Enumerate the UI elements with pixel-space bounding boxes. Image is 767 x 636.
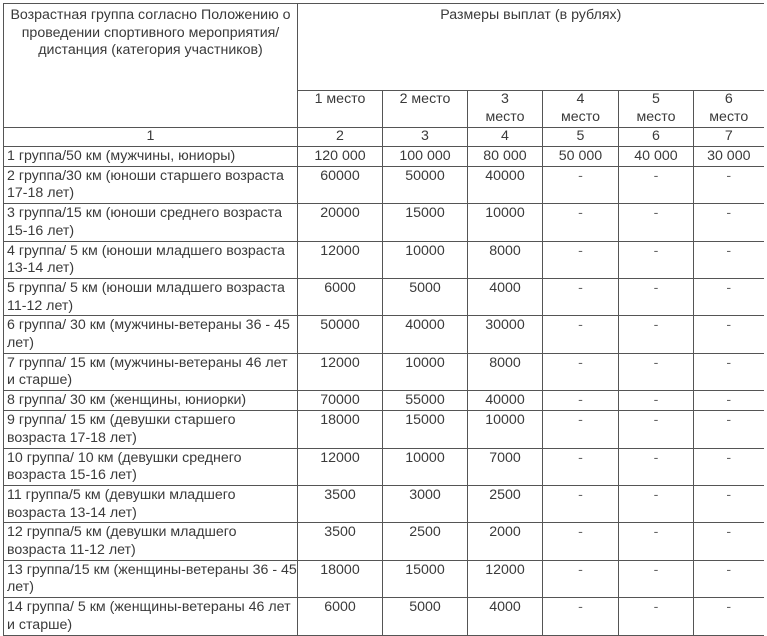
category-cell: 5 группа/ 5 км (юноши младшего возраста 11-12 лет) [4,278,298,315]
payout-cell-place-5: - [619,523,694,560]
payout-cell-place-4: - [543,598,619,635]
payout-cell-place-5: - [619,448,694,485]
category-cell: 4 группа/ 5 км (юноши младшего возраста 13-14 лет) [4,241,298,278]
category-cell: 10 группа/ 10 км (девушки среднего возраста 15-16 лет) [4,448,298,485]
payout-cell-place-6: - [694,411,764,448]
payout-cell-place-1: 70000 [298,391,383,411]
payout-cell-place-2: 50000 [383,166,468,203]
payout-cell-place-5: 40 000 [619,146,694,166]
category-cell: 3 группа/15 км (юноши среднего возраста 15-16 лет) [4,204,298,241]
payout-cell-place-2: 10000 [383,353,468,390]
payout-cell-place-2: 5000 [383,598,468,635]
place-label: 6 место [709,91,749,125]
payout-cell-place-5: - [619,560,694,597]
column-number: 4 [468,128,543,147]
payout-cell-place-6: 30 000 [694,146,764,166]
payout-cell-place-6: - [694,278,764,315]
payout-cell-place-6: - [694,598,764,635]
payout-cell-place-2: 10000 [383,448,468,485]
payout-cell-place-4: - [543,241,619,278]
payout-cell-place-4: - [543,391,619,411]
category-cell: 7 группа/ 15 км (мужчины-ветераны 46 лет и старше) [4,353,298,390]
payout-cell-place-6: - [694,448,764,485]
category-cell: 6 группа/ 30 км (мужчины-ветераны 36 - 45 лет) [4,316,298,353]
payout-cell-place-3: 80 000 [468,146,543,166]
payout-cell-place-5: - [619,278,694,315]
place-label: 2 место [399,91,451,107]
payout-cell-place-4: - [543,316,619,353]
payout-cell-place-1: 6000 [298,278,383,315]
payout-cell-place-4: 50 000 [543,146,619,166]
place-header-5 [619,91,694,128]
table-row [4,204,764,241]
payout-cell-place-6: - [694,241,764,278]
payout-cell-place-2: 10000 [383,241,468,278]
table-row [4,316,764,353]
payout-cell-place-5: - [619,241,694,278]
payout-cell-place-2: 55000 [383,391,468,411]
payout-cell-place-4: - [543,523,619,560]
payout-cell-place-5: - [619,598,694,635]
payout-cell-place-4: - [543,353,619,390]
payout-cell-place-2: 100 000 [383,146,468,166]
table-row [4,278,764,315]
payout-cell-place-4: - [543,278,619,315]
table-row [4,485,764,522]
table-row [4,353,764,390]
payout-cell-place-2: 5000 [383,278,468,315]
payout-cell-place-5: - [619,316,694,353]
payout-cell-place-1: 120 000 [298,146,383,166]
place-label: 1 место [314,91,366,107]
place-label: 3 место [485,91,525,125]
column-number: 7 [694,128,764,147]
table-row [4,391,764,411]
prize-payout-table [3,3,764,636]
category-header-text: Возрастная группа согласно Положению о проведении спортивного мероприятия/дистанция (категория участников) [10,7,291,59]
payout-cell-place-3: 30000 [468,316,543,353]
category-cell: 14 группа/ 5 км (женщины-ветераны 46 лет и старше) [4,598,298,635]
payout-cell-place-2: 15000 [383,204,468,241]
payout-cell-place-1: 3500 [298,485,383,522]
column-number: 5 [543,128,619,147]
column-number: 1 [4,128,298,147]
payout-cell-place-2: 40000 [383,316,468,353]
place-label: 4 место [561,91,600,125]
payout-cell-place-6: - [694,391,764,411]
table-row [4,598,764,635]
payout-cell-place-1: 3500 [298,523,383,560]
payout-cell-place-6: - [694,523,764,560]
place-header-1 [298,91,383,128]
category-cell: 1 группа/50 км (мужчины, юниоры) [4,146,298,166]
payouts-header-text: Размеры выплат (в рублях) [440,7,622,23]
column-number: 2 [298,128,383,147]
place-header-6 [694,91,764,128]
payout-cell-place-3: 40000 [468,166,543,203]
payout-cell-place-2: 2500 [383,523,468,560]
payout-cell-place-1: 20000 [298,204,383,241]
column-numbers-row [4,128,764,147]
category-cell: 11 группа/5 км (девушки младшего возраста 13-14 лет) [4,485,298,522]
table-row [4,146,764,166]
payout-cell-place-3: 8000 [468,353,543,390]
payout-cell-place-5: - [619,166,694,203]
table-row [4,241,764,278]
payout-cell-place-1: 60000 [298,166,383,203]
payout-cell-place-3: 8000 [468,241,543,278]
payout-cell-place-1: 12000 [298,353,383,390]
table-row [4,523,764,560]
place-header-3 [468,91,543,128]
table-row [4,448,764,485]
category-cell: 13 группа/15 км (женщины-ветераны 36 - 45 лет) [4,560,298,597]
payout-cell-place-4: - [543,166,619,203]
payout-cell-place-5: - [619,485,694,522]
payout-cell-place-4: - [543,204,619,241]
table-row [4,166,764,203]
payout-cell-place-5: - [619,204,694,241]
payout-cell-place-3: 10000 [468,204,543,241]
payout-cell-place-4: - [543,485,619,522]
payout-cell-place-1: 12000 [298,241,383,278]
payout-cell-place-5: - [619,391,694,411]
payout-cell-place-2: 15000 [383,411,468,448]
place-label: 5 место [636,91,676,125]
category-cell: 9 группа/ 15 км (девушки старшего возраста 17-18 лет) [4,411,298,448]
category-column-header [4,4,298,128]
table-row [4,411,764,448]
payout-cell-place-2: 15000 [383,560,468,597]
payout-cell-place-6: - [694,166,764,203]
payout-cell-place-3: 12000 [468,560,543,597]
payout-cell-place-3: 10000 [468,411,543,448]
place-header-2 [383,91,468,128]
payout-cell-place-1: 50000 [298,316,383,353]
payout-cell-place-3: 7000 [468,448,543,485]
payout-cell-place-6: - [694,560,764,597]
payout-cell-place-4: - [543,448,619,485]
payout-cell-place-2: 3000 [383,485,468,522]
payout-cell-place-6: - [694,316,764,353]
payout-cell-place-3: 2000 [468,523,543,560]
payout-cell-place-1: 18000 [298,560,383,597]
payout-cell-place-1: 12000 [298,448,383,485]
payout-cell-place-4: - [543,560,619,597]
payout-cell-place-5: - [619,353,694,390]
category-cell: 8 группа/ 30 км (женщины, юниорки) [4,391,298,411]
payout-cell-place-6: - [694,485,764,522]
payouts-group-header [298,4,764,91]
category-cell: 2 группа/30 км (юноши старшего возраста 17-18 лет) [4,166,298,203]
category-cell: 12 группа/5 км (девушки младшего возраста 11-12 лет) [4,523,298,560]
payout-cell-place-3: 2500 [468,485,543,522]
payout-cell-place-6: - [694,353,764,390]
payout-cell-place-1: 18000 [298,411,383,448]
payout-cell-place-3: 4000 [468,278,543,315]
payout-cell-place-5: - [619,411,694,448]
column-number: 6 [619,128,694,147]
table-row [4,560,764,597]
payout-cell-place-4: - [543,411,619,448]
payout-cell-place-3: 40000 [468,391,543,411]
payout-cell-place-3: 4000 [468,598,543,635]
payout-cell-place-1: 6000 [298,598,383,635]
place-header-4 [543,91,619,128]
payout-cell-place-6: - [694,204,764,241]
column-number: 3 [383,128,468,147]
